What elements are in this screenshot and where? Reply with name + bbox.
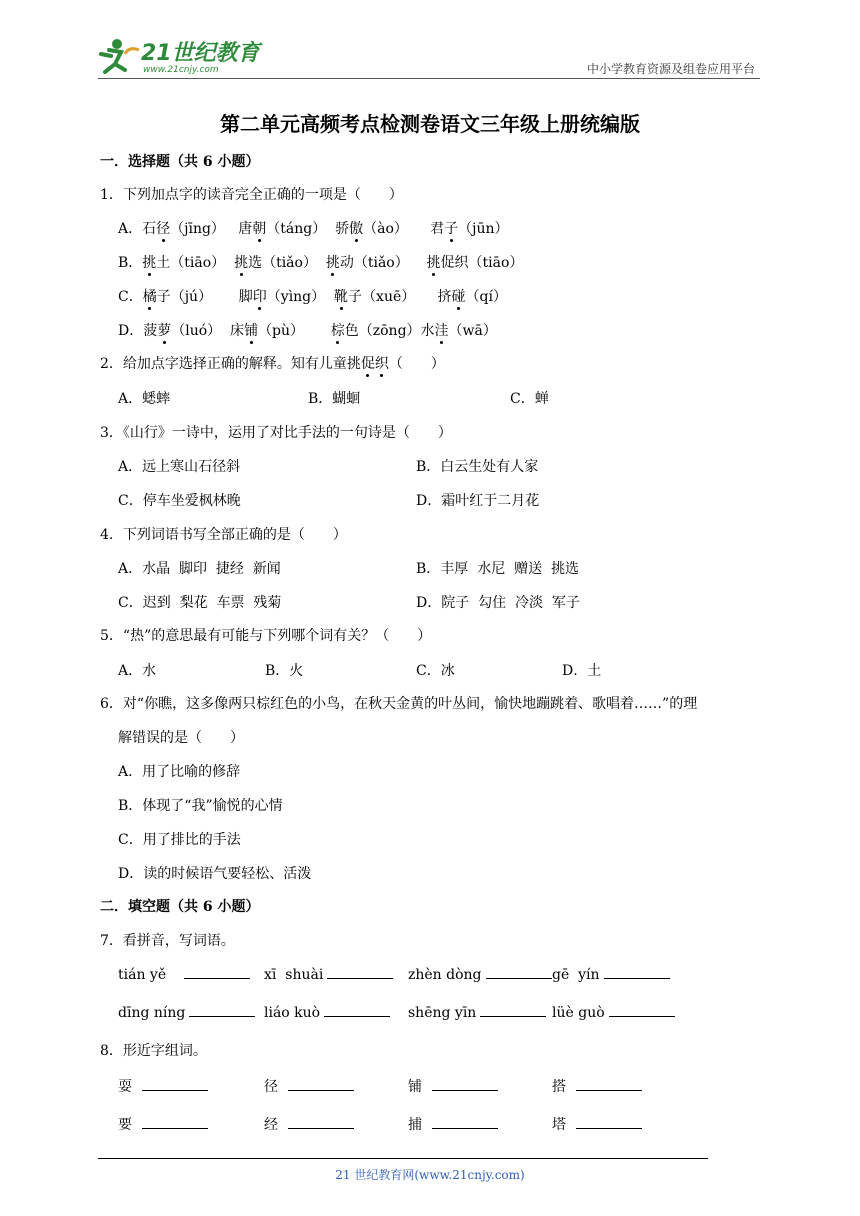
dotted-char: 橘 xyxy=(143,286,157,306)
answer-blank[interactable] xyxy=(288,1116,354,1129)
answer-blank[interactable] xyxy=(609,1004,675,1017)
question-4-option-c: C．迟到 梨花 车票 残菊 xyxy=(118,595,282,611)
question-6-option-b: B．体现了“我”愉悦的心情 xyxy=(118,798,283,814)
header-slogan: 中小学教育资源及组卷应用平台 xyxy=(586,62,755,76)
question-3-option-b: B．白云生处有人家 xyxy=(416,459,539,475)
footer-link[interactable]: 21 世纪教育网(www.21cnjy.com) xyxy=(335,1168,525,1182)
question-1-option-c: C．橘子（jú） 脚印（yìng） 靴子（xuē） 挤碰（qí） xyxy=(118,286,507,306)
section-heading-fill: 二．填空题（共 6 小题） xyxy=(100,899,260,915)
question-6-stem-line2: 解错误的是（ ） xyxy=(118,730,244,746)
dotted-char: 朝 xyxy=(252,218,266,238)
logo-url: www.21cnjy.com xyxy=(143,65,219,75)
answer-blank[interactable] xyxy=(576,1078,642,1091)
dotted-char: 挑 xyxy=(427,252,441,272)
char-item: 径 xyxy=(264,1076,354,1096)
footer-divider xyxy=(98,1158,708,1159)
char-item: 捕 xyxy=(408,1114,498,1134)
dotted-char: 印 xyxy=(253,286,267,306)
dotted-char: 洼 xyxy=(435,320,449,340)
pinyin-item: dīng níng xyxy=(118,1004,255,1021)
question-5-stem: 5．“热”的意思最有可能与下列哪个词有关？（ ） xyxy=(100,628,432,644)
question-5-option-d: D．土 xyxy=(562,663,602,679)
char-item: 塔 xyxy=(552,1114,642,1134)
logo-text: 21世纪教育 xyxy=(141,41,260,66)
answer-blank[interactable] xyxy=(480,1004,546,1017)
pinyin-item: xī shuài xyxy=(264,966,393,983)
answer-blank[interactable] xyxy=(486,966,552,979)
answer-blank[interactable] xyxy=(432,1116,498,1129)
question-3-stem: 3．《山行》一诗中，运用了对比手法的一句诗是（ ） xyxy=(100,425,452,441)
question-3-option-c: C．停车坐爱枫林晚 xyxy=(118,493,241,509)
dotted-char: 挑 xyxy=(326,252,340,272)
question-1-option-d: D．菠萝（luó） 床铺（pù） 棕色（zōng）水洼（wā） xyxy=(118,320,497,340)
dotted-char: 挑 xyxy=(234,252,248,272)
pinyin-item: zhèn dòng xyxy=(408,966,552,983)
question-6-stem-line1: 6．对“你瞧，这多像两只棕红色的小鸟，在秋天金黄的叶丛间，愉快地蹦跳着、歌唱着……”的理 xyxy=(100,696,698,712)
question-5-option-a: A．水 xyxy=(118,663,157,679)
question-5-option-c: C．冰 xyxy=(416,663,455,679)
char-item: 耍 xyxy=(118,1076,208,1096)
char-item: 铺 xyxy=(408,1076,498,1096)
question-6-option-c: C．用了排比的手法 xyxy=(118,832,241,848)
answer-blank[interactable] xyxy=(288,1078,354,1091)
char-item: 经 xyxy=(264,1114,354,1134)
question-1-option-a: A．石径（jīng） 唐朝（táng） 骄傲（ào） 君子（jūn） xyxy=(118,218,509,238)
char-item: 要 xyxy=(118,1114,208,1134)
question-5-option-b: B．火 xyxy=(265,663,304,679)
pinyin-item: liáo kuò xyxy=(264,1004,390,1021)
answer-blank[interactable] xyxy=(432,1078,498,1091)
question-1-option-b: B．挑土（tiāo） 挑选（tiǎo） 挑动（tiǎo） 挑促织（tiāo） xyxy=(118,252,523,272)
question-4-option-a: A．水晶 脚印 捷经 新闻 xyxy=(118,561,281,577)
pinyin-item: tián yě xyxy=(118,966,250,983)
dotted-char: 傲 xyxy=(349,218,363,238)
answer-blank[interactable] xyxy=(184,966,250,979)
answer-blank[interactable] xyxy=(576,1116,642,1129)
answer-blank[interactable] xyxy=(604,966,670,979)
answer-blank[interactable] xyxy=(324,1004,390,1017)
question-3-option-d: D．霜叶红于二月花 xyxy=(416,493,540,509)
pinyin-item: shēng yīn xyxy=(408,1004,546,1021)
question-2-option-b: B．蝴蛔 xyxy=(308,391,361,407)
question-1-stem: 1．下列加点字的读音完全正确的一项是（ ） xyxy=(100,187,403,203)
question-6-option-d: D．读的时候语气要轻松、活泼 xyxy=(118,866,312,882)
question-2-option-c: C．蝉 xyxy=(510,391,549,407)
dotted-char: 铺 xyxy=(244,320,258,340)
site-logo xyxy=(95,36,265,76)
dotted-char: 靴 xyxy=(334,286,348,306)
dotted-char: 萝 xyxy=(157,320,171,340)
pinyin-item: gē yín xyxy=(552,966,670,983)
question-6-option-a: A．用了比喻的修辞 xyxy=(118,764,241,780)
dotted-char: 织 xyxy=(375,353,389,373)
question-8-stem: 8．形近字组词。 xyxy=(100,1043,207,1059)
dotted-char: 棕 xyxy=(331,320,345,340)
dotted-char: 径 xyxy=(156,218,170,238)
question-4-option-b: B．丰厚 水尼 赠送 挑选 xyxy=(416,561,579,577)
dotted-char: 挑 xyxy=(142,252,156,272)
section-heading-choice: 一．选择题（共 6 小题） xyxy=(100,154,260,170)
question-2-stem: 2．给加点字选择正确的解释。知有儿童挑促织（ ） xyxy=(100,353,445,373)
answer-blank[interactable] xyxy=(327,966,393,979)
dotted-char: 促 xyxy=(361,353,375,373)
question-4-option-d: D．院子 勾住 冷淡 军子 xyxy=(416,595,580,611)
dotted-char: 子 xyxy=(444,218,458,238)
answer-blank[interactable] xyxy=(189,1004,255,1017)
pinyin-item: lüè guò xyxy=(552,1004,675,1021)
answer-blank[interactable] xyxy=(142,1078,208,1091)
question-7-stem: 7．看拼音，写词语。 xyxy=(100,933,235,949)
header-divider xyxy=(98,78,760,79)
answer-blank[interactable] xyxy=(142,1116,208,1129)
question-4-stem: 4．下列词语书写全部正确的是（ ） xyxy=(100,527,347,543)
dotted-char: 碰 xyxy=(452,286,466,306)
page-title: 第二单元高频考点检测卷语文三年级上册统编版 xyxy=(220,112,640,136)
question-3-option-a: A．远上寒山石径斜 xyxy=(118,459,241,475)
char-item: 搭 xyxy=(552,1076,642,1096)
question-2-option-a: A．蟋蟀 xyxy=(118,391,171,407)
